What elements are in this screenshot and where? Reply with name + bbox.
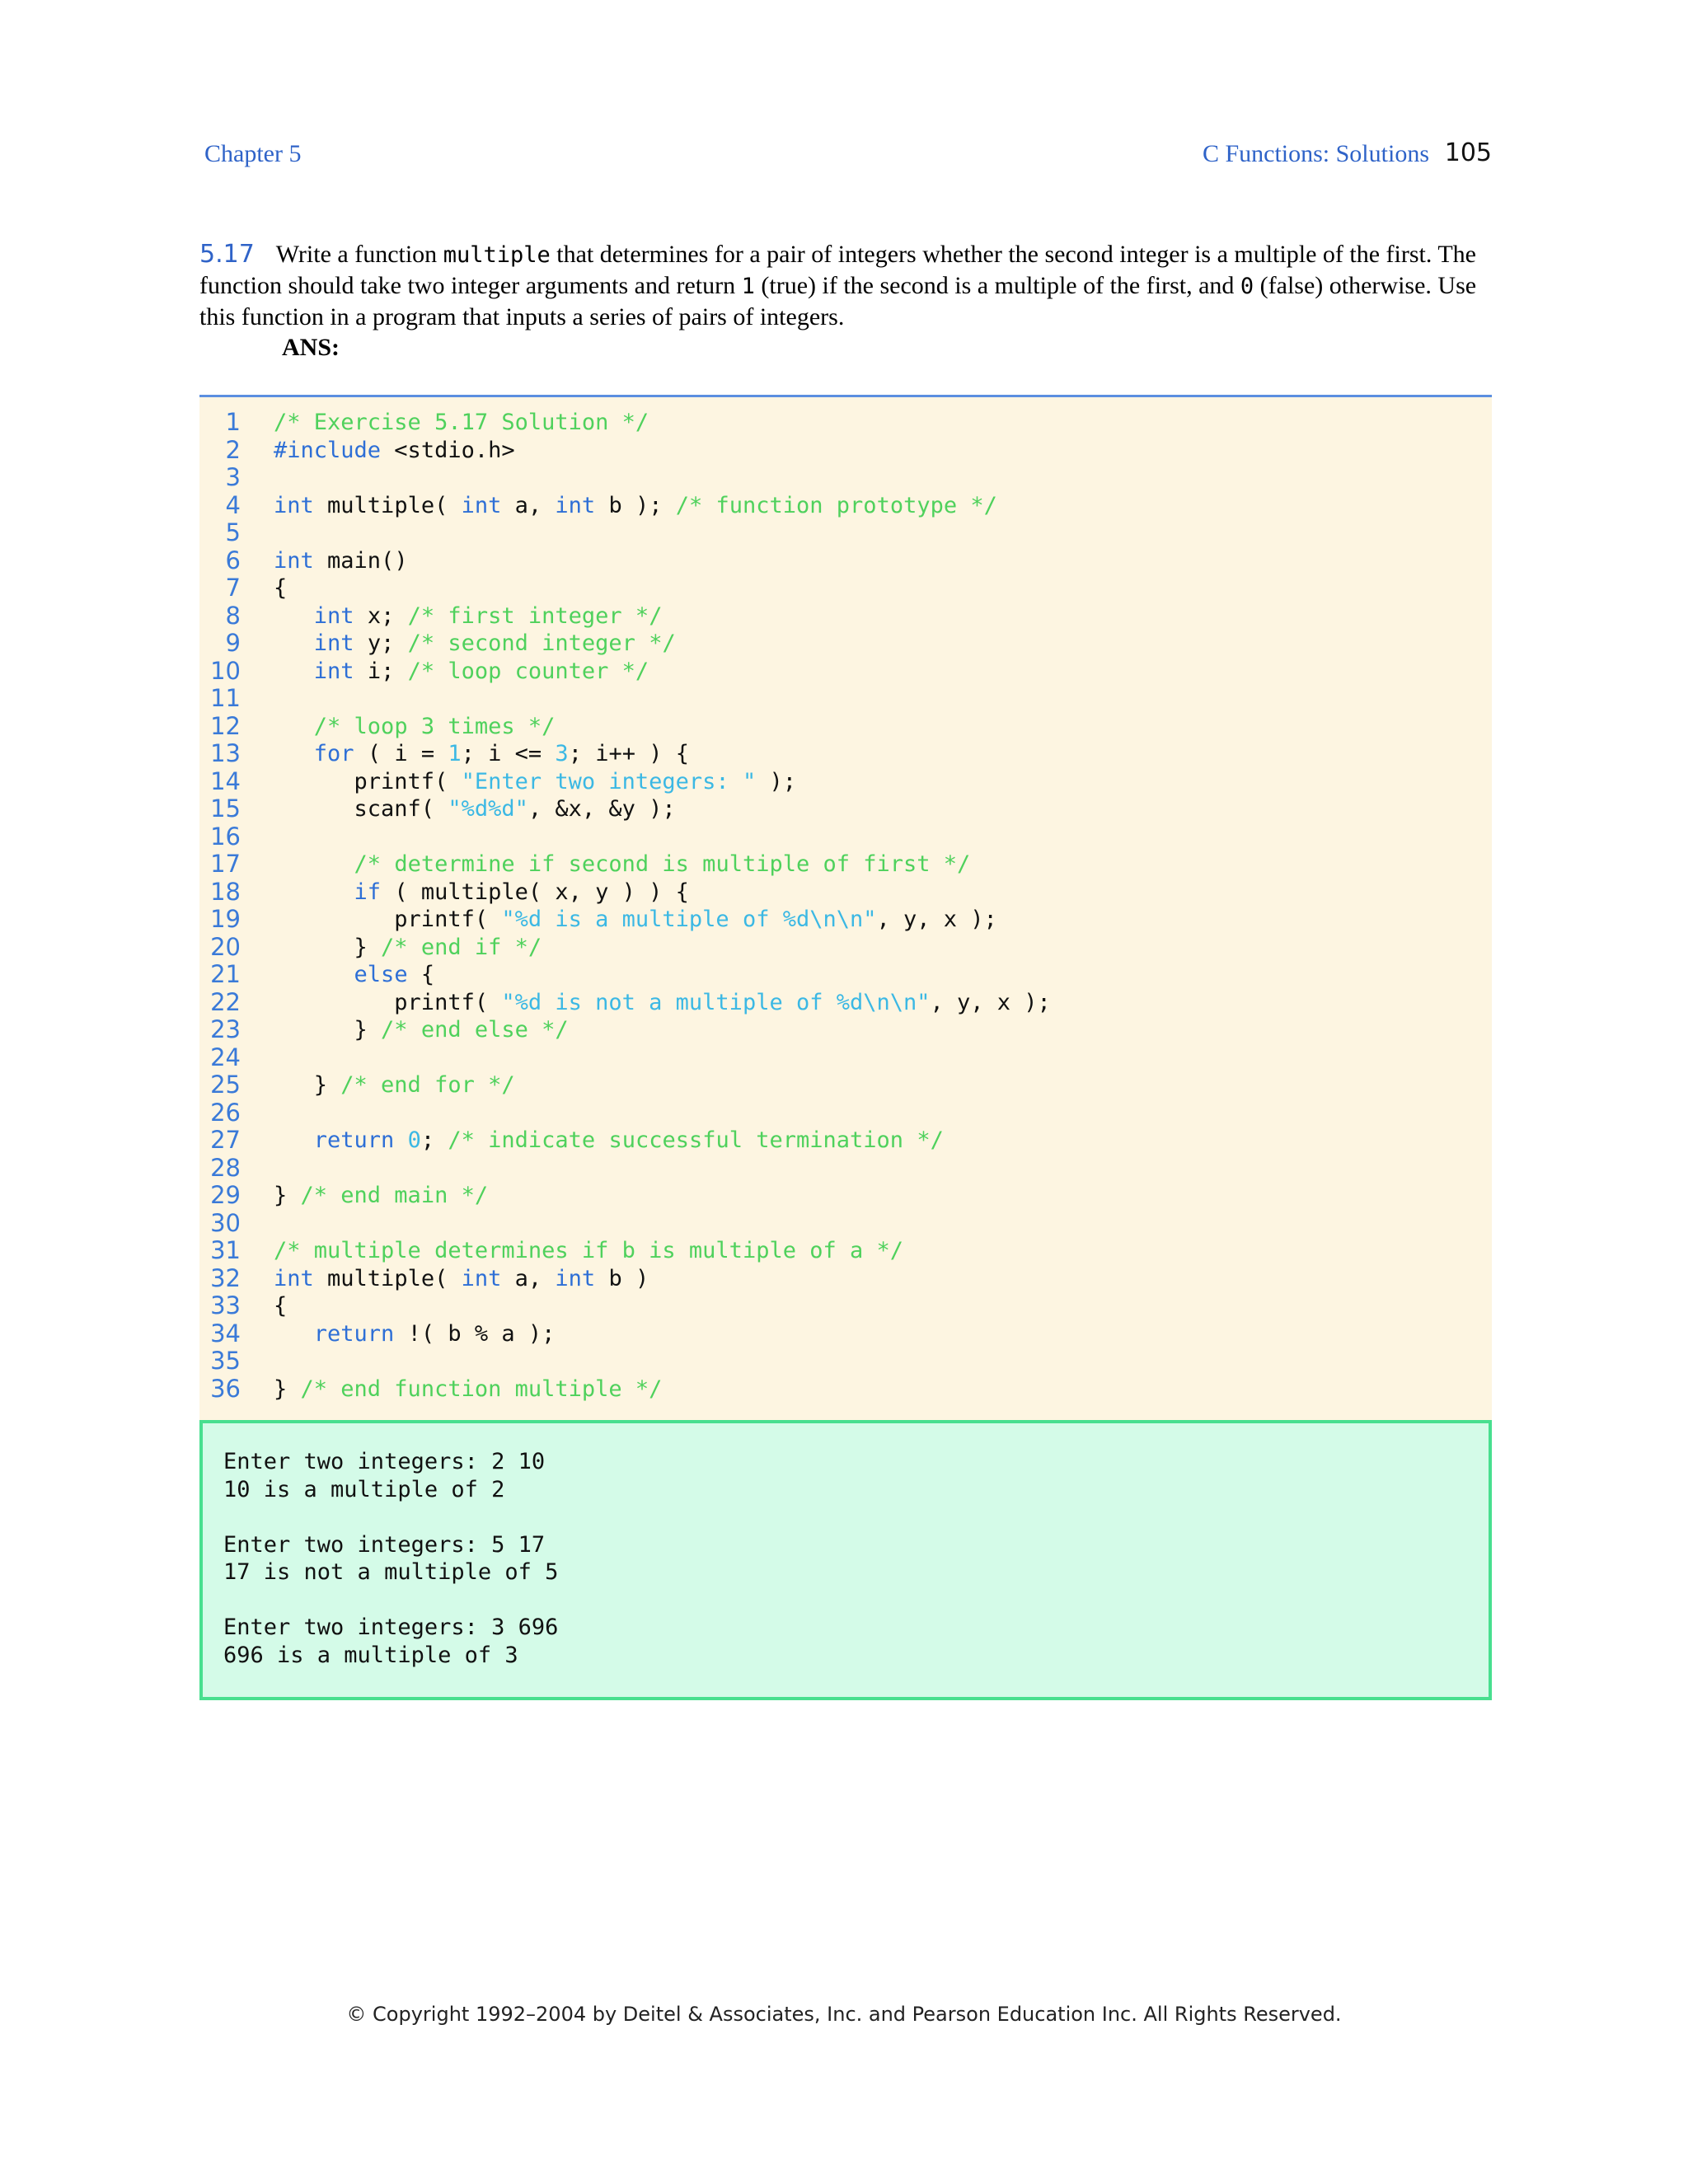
code-comment: /* second integer */ [407, 630, 676, 656]
output-line: 696 is a multiple of 3 [223, 1642, 518, 1668]
code-line [199, 713, 1492, 741]
code-line [199, 989, 1492, 1017]
line-number: 12 [210, 711, 241, 740]
code-token: ; i++ ) { [568, 741, 689, 766]
code-keyword: int [274, 492, 314, 518]
code-text [274, 409, 649, 437]
line-number: 34 [210, 1319, 241, 1347]
line-number: 10 [210, 656, 241, 685]
line-number: 20 [210, 932, 241, 961]
code-token: y; [354, 630, 408, 656]
code-line [199, 658, 1492, 686]
code-token: , y, x ); [930, 989, 1051, 1015]
code-comment: /* end else */ [381, 1017, 569, 1043]
code-text [274, 1320, 555, 1348]
code-keyword: return [313, 1320, 395, 1347]
exercise-statement [199, 239, 1492, 363]
page-number: 105 [1444, 138, 1492, 167]
code-token: ( multiple( x, y ) ) { [381, 879, 689, 905]
code-line [199, 879, 1492, 907]
code-text [274, 879, 689, 907]
line-number: 23 [210, 1015, 241, 1043]
code-literal: 0 [407, 1127, 421, 1153]
line-number: 16 [210, 822, 241, 851]
code-keyword: int [274, 1265, 314, 1291]
answer-label: ANS: [282, 334, 340, 361]
code-line [199, 1292, 1492, 1320]
code-line [199, 1265, 1492, 1293]
code-text [274, 851, 970, 879]
code-token: , &x, &y ); [528, 796, 676, 822]
code-line [199, 1320, 1492, 1348]
code-literal: 3 [555, 741, 569, 766]
code-token [274, 1127, 314, 1153]
exercise-text: (true) if the second is a multiple of the first, and [754, 272, 1240, 299]
code-keyword: #include [274, 437, 382, 463]
output-line: 17 is not a multiple of 5 [223, 1559, 559, 1585]
output-line: 10 is a multiple of 2 [223, 1476, 505, 1502]
code-keyword: int [461, 492, 502, 518]
code-token: x; [354, 602, 408, 629]
line-number: 25 [210, 1071, 241, 1099]
code-token: !( b % a ); [394, 1320, 556, 1347]
line-number: 22 [210, 987, 241, 1016]
code-token: } [274, 1183, 301, 1208]
code-text [274, 547, 408, 575]
page-header [204, 140, 1492, 173]
code-keyword: return [313, 1127, 395, 1153]
line-number: 7 [225, 574, 241, 602]
code-line [199, 1210, 1492, 1238]
line-number: 26 [210, 1098, 241, 1127]
code-keyword: int [461, 1265, 502, 1291]
code-text [274, 574, 287, 602]
false-value: 0 [1240, 274, 1254, 299]
code-line [199, 1237, 1492, 1265]
code-comment: /* determine if second is multiple of first */ [354, 851, 971, 877]
code-line [199, 685, 1492, 713]
code-line [199, 1347, 1492, 1376]
code-keyword: else [354, 962, 408, 987]
line-number: 19 [210, 905, 241, 933]
line-number: 28 [210, 1153, 241, 1182]
code-token: b ); [595, 492, 676, 518]
code-keyword: int [313, 658, 354, 684]
code-comment: /* loop counter */ [407, 658, 649, 684]
code-comment: /* indicate successful termination */ [448, 1127, 944, 1153]
code-text [274, 658, 649, 686]
line-number: 30 [210, 1208, 241, 1237]
code-token: } [274, 934, 382, 960]
code-line [199, 1071, 1492, 1099]
code-comment: /* end function multiple */ [300, 1376, 663, 1402]
section-title: C Functions: Solutions [1202, 140, 1429, 167]
code-line [199, 1016, 1492, 1044]
code-text [274, 740, 689, 768]
code-lines [199, 409, 1492, 1403]
code-token: <stdio.h> [381, 437, 515, 463]
code-token [274, 658, 314, 684]
code-keyword: int [555, 492, 596, 518]
code-token [274, 741, 314, 766]
code-token [274, 962, 354, 987]
code-token: a, [501, 492, 556, 518]
code-token: printf( [274, 989, 502, 1015]
code-token [274, 630, 314, 656]
code-token [274, 851, 354, 877]
line-number: 5 [225, 518, 241, 546]
program-output [199, 1420, 1492, 1700]
code-line [199, 492, 1492, 520]
line-number: 27 [210, 1126, 241, 1154]
code-comment: /* end for */ [340, 1072, 515, 1098]
output-line: Enter two integers: 2 10 [223, 1449, 546, 1474]
line-number: 4 [225, 490, 241, 519]
code-text [274, 795, 676, 823]
code-comment: /* function prototype */ [675, 492, 997, 518]
code-line [199, 1099, 1492, 1127]
code-token: multiple( [313, 1265, 462, 1291]
line-number: 21 [210, 960, 241, 988]
exercise-number: 5.17 [199, 240, 255, 269]
code-line [199, 409, 1492, 437]
code-token [274, 603, 314, 629]
code-literal: "%d%d" [448, 796, 528, 822]
code-text [274, 1182, 488, 1210]
code-token [274, 879, 354, 905]
code-literal: "Enter two integers: " [461, 768, 757, 794]
code-text [274, 989, 1051, 1017]
line-number: 13 [210, 739, 241, 767]
code-token: ; [420, 1127, 448, 1153]
code-text [274, 630, 676, 658]
code-keyword: for [313, 741, 354, 766]
exercise-text: that determines for a pair of integers whether the second integer is a multiple of the first. The function should take two integer arguments and return [199, 241, 1476, 299]
line-number: 18 [210, 877, 241, 906]
code-keyword: int [274, 547, 314, 574]
code-line [199, 574, 1492, 602]
code-comment: /* end if */ [381, 934, 542, 960]
code-comment: /* loop 3 times */ [313, 713, 556, 739]
chapter-label: Chapter 5 [204, 140, 302, 167]
code-comment: /* first integer */ [407, 602, 663, 629]
code-listing [199, 395, 1492, 1420]
code-literal: 1 [448, 741, 462, 766]
code-line [199, 768, 1492, 796]
code-keyword: int [555, 1265, 596, 1291]
code-line [199, 961, 1492, 989]
line-number: 8 [225, 601, 241, 630]
code-token: { [274, 1293, 288, 1319]
code-line [199, 823, 1492, 851]
exercise-text: Write a function [275, 241, 443, 268]
code-keyword: int [313, 630, 354, 656]
code-token: ( i = [354, 741, 448, 766]
code-token: i; [354, 658, 408, 684]
code-token: ; i <= [461, 741, 556, 766]
code-text [274, 713, 555, 741]
code-line [199, 547, 1492, 575]
code-line [199, 519, 1492, 547]
code-line [199, 630, 1492, 658]
code-token: } [274, 1017, 382, 1043]
line-number: 33 [210, 1291, 241, 1319]
line-number: 9 [225, 629, 241, 657]
code-token: , y, x ); [876, 907, 997, 932]
code-comment: /* multiple determines if b is multiple of a */ [274, 1238, 904, 1263]
code-token: printf( [274, 907, 502, 932]
code-literal: "%d is a multiple of %d\n\n" [501, 907, 877, 932]
code-text [274, 934, 542, 962]
code-text [274, 492, 997, 520]
line-number: 32 [210, 1263, 241, 1292]
line-number: 2 [225, 435, 241, 464]
code-line [199, 1155, 1492, 1183]
code-text [274, 1071, 515, 1099]
output-lines [223, 1448, 558, 1669]
code-line [199, 464, 1492, 492]
code-line [199, 602, 1492, 630]
exercise-text: (false) otherwise. Use this function in a program that inputs a series of pairs of integers. [199, 272, 1477, 330]
code-token: ); [756, 768, 796, 794]
line-number: 31 [210, 1236, 241, 1264]
code-comment: /* Exercise 5.17 Solution */ [274, 410, 649, 435]
code-line [199, 1044, 1492, 1072]
code-text [274, 1016, 569, 1044]
code-line [199, 906, 1492, 934]
code-text [274, 768, 796, 796]
code-token: scanf( [274, 796, 448, 822]
code-text [274, 961, 434, 989]
function-name: multiple [443, 242, 551, 268]
output-line: Enter two integers: 3 696 [223, 1615, 559, 1640]
code-text [274, 1376, 662, 1404]
output-line [223, 1586, 558, 1615]
code-token: printf( [274, 768, 462, 794]
code-token: multiple( [313, 492, 462, 518]
line-number: 29 [210, 1181, 241, 1209]
code-line [199, 795, 1492, 823]
copyright-footer: © Copyright 1992–2004 by Deitel & Associates, Inc. and Pearson Education Inc. All Rights Reserved. [346, 2003, 1342, 2026]
line-number: 15 [210, 794, 241, 823]
line-number: 3 [225, 463, 241, 491]
code-line [199, 1182, 1492, 1210]
line-number: 1 [225, 408, 241, 436]
output-line: Enter two integers: 5 17 [223, 1531, 546, 1558]
code-token: { [407, 962, 435, 987]
code-line [199, 437, 1492, 465]
code-line [199, 851, 1492, 879]
code-token: a, [501, 1265, 556, 1291]
code-text [274, 906, 997, 934]
code-line [199, 1376, 1492, 1404]
code-token: main() [313, 547, 408, 574]
code-text [274, 1265, 649, 1293]
code-token [274, 1321, 314, 1347]
code-token [394, 1127, 407, 1153]
code-token: b ) [595, 1265, 649, 1291]
line-number: 14 [210, 766, 241, 795]
code-token: } [274, 1072, 341, 1098]
line-number: 35 [210, 1347, 241, 1375]
code-token: } [274, 1376, 301, 1402]
code-line [199, 1127, 1492, 1155]
code-literal: "%d is not a multiple of %d\n\n" [501, 989, 931, 1015]
code-text [274, 437, 515, 465]
code-text [274, 1237, 903, 1265]
line-number: 11 [210, 684, 241, 712]
output-line [223, 1503, 558, 1531]
line-number: 36 [210, 1374, 241, 1403]
code-text [274, 1127, 944, 1155]
code-line [199, 740, 1492, 768]
code-keyword: if [354, 879, 382, 905]
line-number: 17 [210, 850, 241, 878]
true-value: 1 [741, 274, 755, 299]
code-text [274, 602, 662, 630]
line-number: 24 [210, 1043, 241, 1071]
code-keyword: int [313, 602, 354, 629]
code-token: { [274, 575, 288, 601]
line-number: 6 [225, 546, 241, 574]
code-text [274, 1292, 287, 1320]
code-line [199, 934, 1492, 962]
code-token [274, 714, 314, 739]
code-comment: /* end main */ [300, 1183, 489, 1208]
